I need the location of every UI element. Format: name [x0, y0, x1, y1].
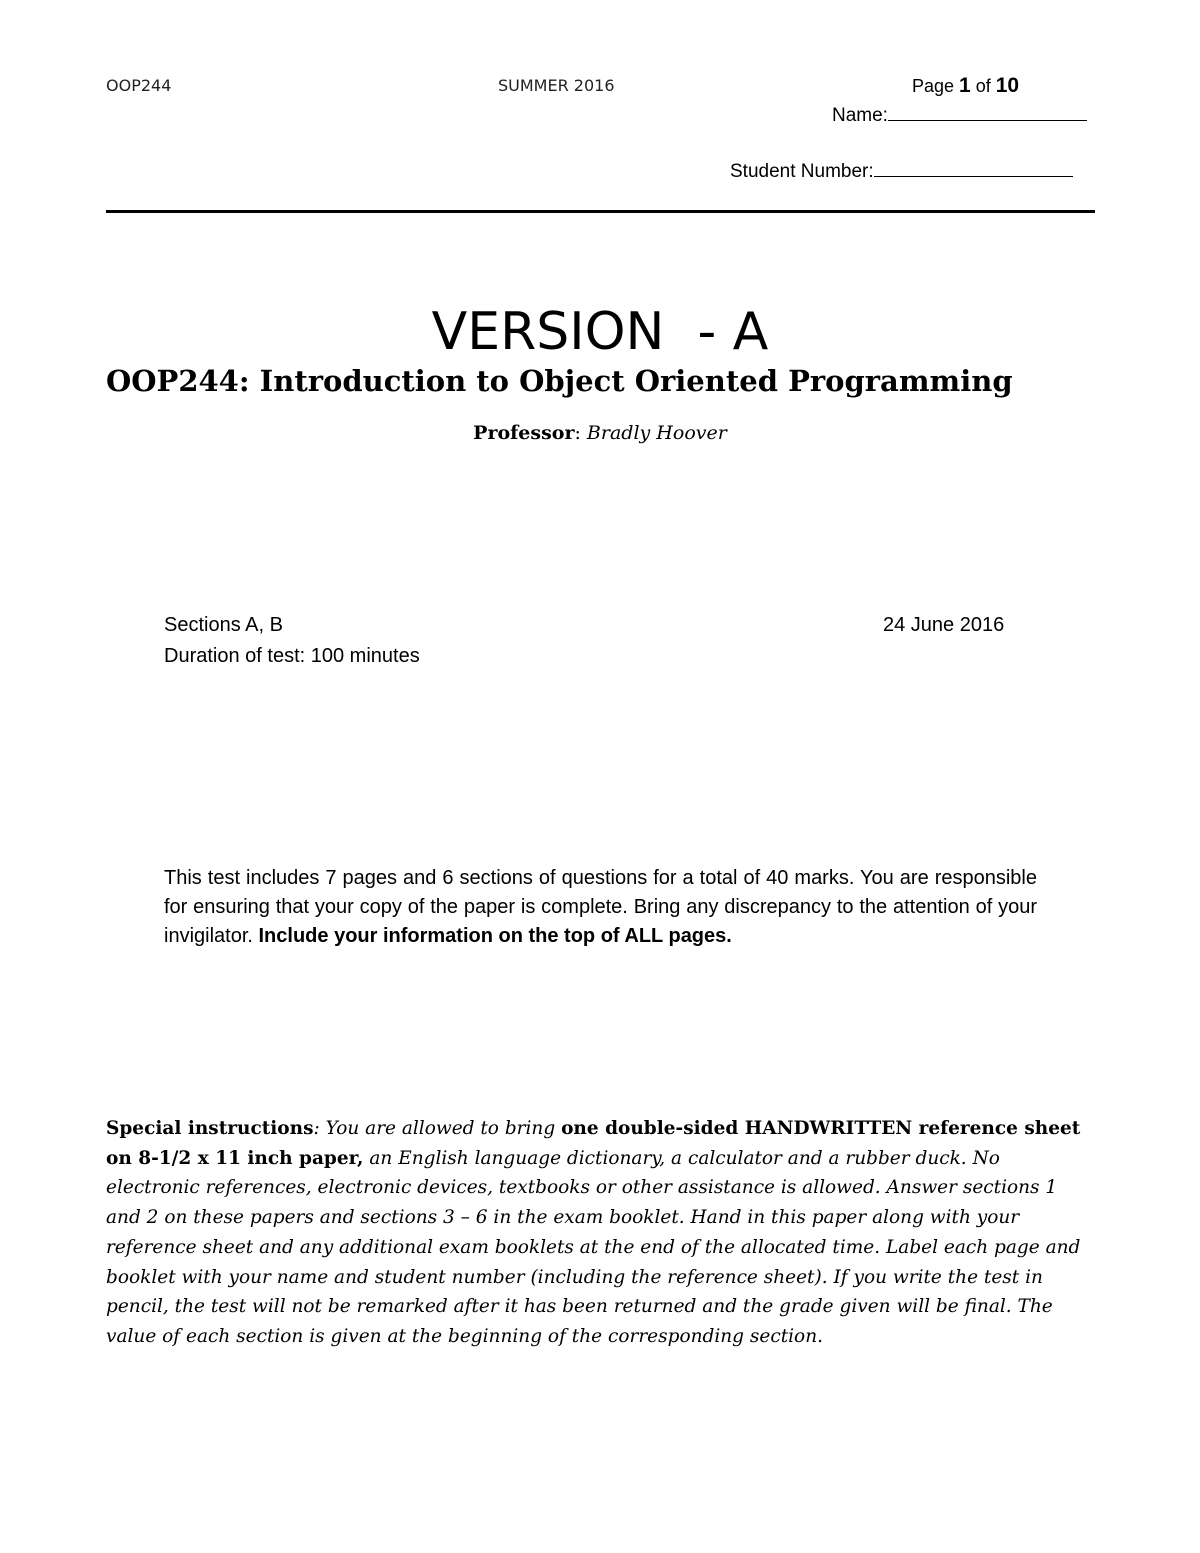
header-divider: [106, 210, 1095, 213]
sections-text: Sections A, B: [164, 614, 283, 636]
special-part1: You are allowed to bring: [325, 1118, 562, 1139]
instructions-bold: Include your information on the top of ALL pages.: [258, 925, 732, 947]
instructions-text: This test includes 7 pages and 6 sections of questions for a total of 40 marks. You are responsible for ensuring that your copy of the paper is complete. Bring any discrepancy to the attention of your invigilator.: [164, 867, 1037, 947]
special-part2: an English language dictionary, a calculator and a rubber duck. No electronic references, electronic devices, textbooks or other assistance is allowed. Answer sections 1 and 2 on these papers and sections 3 – 6 in the exam booklet. Hand in this paper along with your reference sheet and any additional exam booklets at the end of the allocated time. Label each page and booklet with your name and student number (including the reference sheet). If you write the test in pencil, the test will not be remarked after it has been returned and the grade given will be final. The value of each section is given at the beginning of the corresponding section.: [106, 1147, 1081, 1347]
student-number-field[interactable]: [730, 159, 1073, 183]
course-title: OOP244: Introduction to Object Oriented Programming: [106, 364, 1013, 398]
special-colon: :: [313, 1118, 326, 1139]
name-blank-line[interactable]: [888, 103, 1087, 121]
header-course-code: OOP244: [106, 76, 172, 95]
professor-name: Bradly Hoover: [586, 422, 727, 444]
duration-text: Duration of test: 100 minutes: [164, 645, 420, 667]
professor-line: [0, 422, 1200, 444]
name-field[interactable]: [832, 103, 1087, 127]
instructions-paragraph: [164, 864, 1037, 951]
exam-date: 24 June 2016: [883, 614, 1005, 636]
name-label: Name:: [832, 105, 888, 126]
header-term: SUMMER 2016: [498, 76, 615, 95]
professor-separator: :: [574, 422, 587, 444]
special-bold1: one double-sided HANDWRITTEN reference sheet on 8-1/2 x 11 inch paper,: [106, 1118, 1081, 1169]
page-of: of: [970, 76, 996, 96]
page-prefix: Page: [912, 76, 960, 96]
page-total: 10: [995, 74, 1020, 97]
special-instructions: [106, 1114, 1086, 1352]
professor-label: Professor: [473, 422, 575, 444]
page-current: 1: [959, 74, 971, 97]
student-number-blank-line[interactable]: [874, 159, 1073, 177]
student-number-label: Student Number:: [730, 161, 874, 182]
special-label: Special instructions: [106, 1118, 314, 1139]
header-page-number: [912, 74, 1019, 98]
version-title: VERSION - A: [431, 302, 769, 362]
